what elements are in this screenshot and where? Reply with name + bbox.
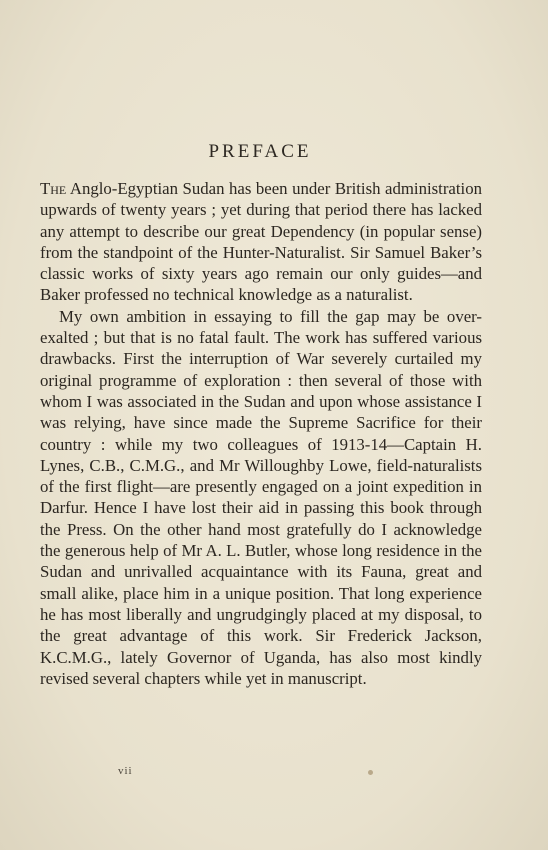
preface-body <box>40 178 482 689</box>
page-number: vii <box>118 765 133 777</box>
paragraph-text: Anglo-Egyptian Sudan has been under British administration upwards of twenty years ; yet during that period there has lacked any attempt to describe our great Dependency (in popular sense) from the standpoint of the Hunter-Naturalist. Sir Samuel Baker’s classic works of sixty years ago remain our only guides—and Baker professed no technical knowledge as a naturalist. <box>40 179 482 305</box>
paper-speck <box>368 770 373 775</box>
paragraph-lead-word: The <box>40 179 67 198</box>
paragraph-1 <box>40 178 482 306</box>
paragraph-2 <box>40 306 482 689</box>
page-heading: PREFACE <box>208 141 312 162</box>
paragraph-text: My own ambition in essaying to fill the gap may be over-exalted ; but that is no fatal fault. The work has suffered various drawbacks. First the interruption of War severely curtailed my original programme of exploration : then several of those with whom I was associated in the Sudan and upon whose assistance I was relying, have since made the Supreme Sacrifice for their country : while my two colleagues of 1913-14—Captain H. Lynes, C.B., C.M.G., and Mr Willoughby Lowe, field-naturalists of the first flight—are presently engaged on a joint expedition in Darfur. Hence I have lost their aid in passing this book through the Press. On the other hand most gratefully do I acknowledge the generous help of Mr A. L. Butler, whose long residence in the Sudan and unrivalled acquaintance with its Fauna, great and small alike, place him in a unique position. That long experience he has most liberally and ungrudgingly placed at my disposal, to the great advantage of this work. Sir Frederick Jackson, K.C.M.G., lately Governor of Uganda, has also most kindly revised several chapters while yet in manuscript. <box>40 306 482 688</box>
